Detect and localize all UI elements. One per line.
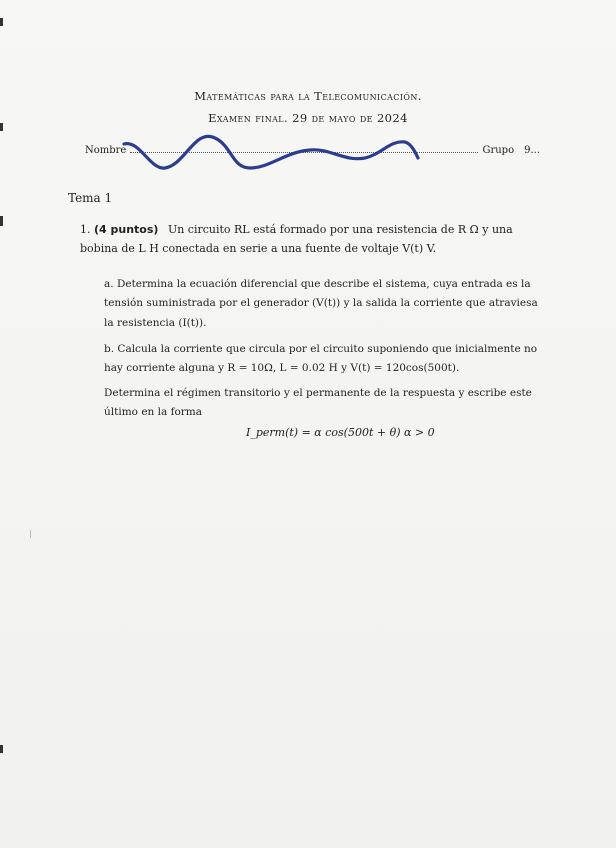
name-label: Nombre [85,145,127,156]
question-number: 1. [80,223,91,236]
scan-edge-mark [0,216,3,226]
question-text: Un circuito RL está formado por una resistencia de R Ω y una bobina de L H conectada en serie a una fuente de voltaje V(t) V. [80,223,513,256]
question-points: (4 puntos) [94,223,159,236]
part-a [104,275,540,333]
part-b [104,340,540,379]
question-1 [80,220,540,259]
group-label: Grupo [482,145,515,156]
part-text: Calcula la corriente que circula por el circuito suponiendo que inicialmente no hay corriente alguna y R = 10Ω, L = 0.02 H y V(t) = 120cos(500t). [104,343,538,375]
redaction-scribble [120,130,420,175]
course-title: Matemáticas para la Telecomunicación. [194,89,422,103]
scan-edge-mark [0,745,3,753]
part-b-continued: Determina el régimen transitorio y el permanente de la respuesta y escribe este último en la forma [104,387,532,419]
exam-title: Examen final. 29 de mayo de 2024 [208,111,408,125]
steady-state-formula: I_perm(t) = α cos(500t + θ) α > 0 [246,426,435,439]
scan-edge-mark [0,18,3,26]
part-label: a. [104,278,114,290]
group-value: 9... [524,145,540,156]
section-heading: Tema 1 [68,191,113,205]
scan-artifact [30,530,31,538]
part-label: b. [104,343,115,355]
part-text: Determina la ecuación diferencial que describe el sistema, cuya entrada es la tensión suministrada por el generador (V(t)) y la salida la corriente que atraviesa la resistencia (I(t)). [104,278,538,329]
